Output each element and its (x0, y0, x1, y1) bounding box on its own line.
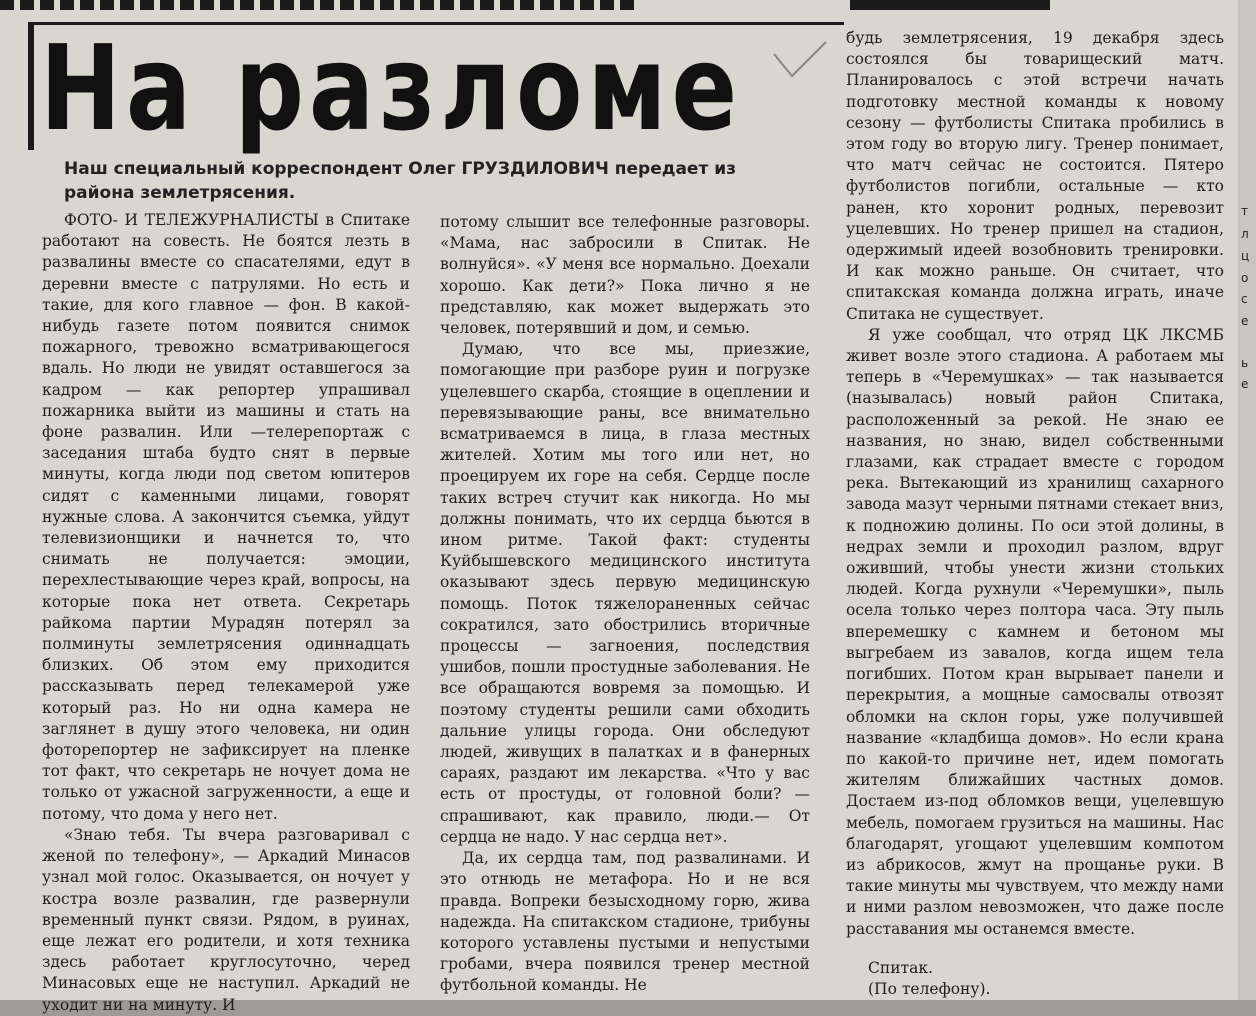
adjacent-page-strip (1238, 0, 1256, 1000)
margin-fragment: т (1241, 204, 1248, 218)
article-lead: Наш специальный корреспондент Олег ГРУЗДИЛОВИЧ передает из района землетрясения. (64, 159, 737, 203)
article-column-1 (42, 210, 410, 1016)
margin-fragment: е (1241, 314, 1249, 328)
dateline-signature (846, 958, 1224, 1000)
margin-fragment: ц (1241, 249, 1250, 263)
margin-fragment: с (1241, 292, 1248, 306)
pen-checkmark-mark (770, 40, 830, 80)
paragraph: ФОТО- И ТЕЛЕЖУРНАЛИСТЫ в Спитаке работают на совесть. Не боятся лезть в развалины вместе со спасателями, едут в деревни вместе с патрулями. Но есть и такие, для кого главное — фон. В какой-нибудь газете потом появится снимок пожарного, тревожно всматривающегося вдаль. Но люди не увидят оставшегося за кадром — как репортер упрашивал пожарника выйти из машины и стать на фоне развалин. Или —телерепортаж с заседания штаба будто снят в первые минуты, когда люди под светом юпитеров сидят с каменными лицами, говорят нужные слова. А закончится съемка, уйдут телевизионщики и начнется то, что снимать не получается: эмоции, перехлестывающие через край, вопросы, на которые пока нет ответа. Секретарь райкома партии Мурадян потерял за полминуты землетрясения одиннадцать близких. Об этом ему приходится рассказывать перед телекамерой уже который раз. Но ни одна камера не заглянет в душу этого человека, ни один фоторепортер не зафиксирует на пленке тот факт, что секретарь не ночует дома не только от ужасной загруженности, а еще и потому, что дома у него нет. (42, 211, 410, 823)
paragraph: «Знаю тебя. Ты вчера разговаривал с женой по телефону», — Аркадий Минасов узнал мой голос. Оказывается, он ночует у костра возле развалин, где развернули временный пункт связи. Рядом, в руинах, еще лежат его родители, и хотя техника здесь работает круглосуточно, черед Минасовых еще не наступил. Аркадий не уходит ни на минуту. И (42, 825, 410, 1014)
paragraph: будь землетрясения, 19 декабря здесь состоялся бы товарищеский матч. Планировалось с этой встречи начать подготовку местной команды к новому сезону — футболисты Спитака пробились в этом году во вторую лигу. Тренер понимает, что матч сейчас не состоится. Пятеро футболистов погибли, остальные — кто ранен, кто хоронит родных, перевозит уцелевших. Но тренер пришел на стадион, одержимый идеей возобновить тренировки. И как можно раньше. Он считает, что спитакская команда должна играть, иначе Спитака не существует. (846, 29, 1224, 323)
top-decorative-rule (0, 0, 640, 10)
article-column-3 (846, 28, 1224, 1000)
margin-fragment: л (1241, 227, 1249, 241)
margin-fragment: о (1241, 271, 1249, 285)
dateline-place: Спитак. (868, 958, 933, 977)
paragraph: потому слышит все телефонные разговоры. «Мама, нас забросили в Спитак. Не волнуйся». «У меня все нормально. Доехали хорошо. Как дети?» Пока лично я не представляю, как может выдержать это человек, потерявший и дом, и семью. (440, 213, 810, 338)
headline: На разломе (40, 19, 743, 157)
top-black-bar (850, 0, 1050, 10)
dateline-note: (По телефону). (868, 979, 991, 998)
paragraph: Думаю, что все мы, приезжие, помогающие при разборе руин и погрузке уцелевшего скарба, стоящие в оцеплении и перевязывающие раны, все внимательно всматриваемся в лица, в глаза местных жителей. Хотим мы того или нет, но проецируем их горе на себя. Сердце после таких встреч стучит как никогда. Но мы должны понимать, что их сердца бьются в ином ритме. Такой факт: студенты Куйбышевского медицинского института оказывают здесь первую медицинскую помощь. Поток тяжелораненных сейчас сократился, зато обострились вторичные процессы — загноения, последствия ушибов, пошли простудные заболевания. Не все обращаются вовремя за помощью. И поэтому студенты решили сами обходить дальние улицы города. Они обследуют людей, живущих в палатках и в фанерных сараях, раздают им лекарства. «Что у вас есть от простуды, от головной боли? — спрашивают, как правило, люди.— От сердца не надо. У нас сердца нет». (440, 340, 810, 846)
article-column-2 (440, 212, 810, 997)
margin-fragment: е (1241, 377, 1249, 391)
paragraph: Я уже сообщал, что отряд ЦК ЛКСМБ живет возле этого стадиона. А работаем мы теперь в «Черемушках» — так называется (называлась) новый район Спитака, расположенный за рекой. Не знаю ее названия, но знаю, видел собственными глазами, как страдает вместе с городом река. Вытекающий из хранилищ сахарного завода мазут черными пятнами стекает вниз, к подножию долины. По оси этой долины, в недрах земли и проходил разлом, вдруг оживший, чтобы унести жизни стольких людей. Когда рухнули «Черемушки», пыль осела только через полтора часа. Эту пыль вперемешку с камнем и бетоном мы выгребаем из завалов, когда ищем тела погибших. Потом кран вырывает панели и перекрытия, а мощные самосвалы отвозят обломки на склон горы, уже получившей название «кладбища домов». Но если крана по какой-то причине нет, идем помогать жителям ближайших частных домов. Достаем из-под обломков вещи, уцелевшую мебель, помогаем грузиться на машины. Нас благодарят, угощают уцелевшим компотом из абрикосов, жмут на прощанье руки. В такие минуты мы чувствуем, что между нами и ними разлом невозможен, что даже после расставания мы останемся вместе. (846, 325, 1224, 938)
margin-fragment: ь (1241, 356, 1249, 370)
paragraph: Да, их сердца там, под развалинами. И это отнюдь не метафора. Но и не вся правда. Вопреки безысходному горю, жива надежда. На спитакском стадионе, трибуны которого уставлены пустыми и непустыми гробами, вчера появился тренер местной футбольной команды. Не (440, 849, 810, 995)
